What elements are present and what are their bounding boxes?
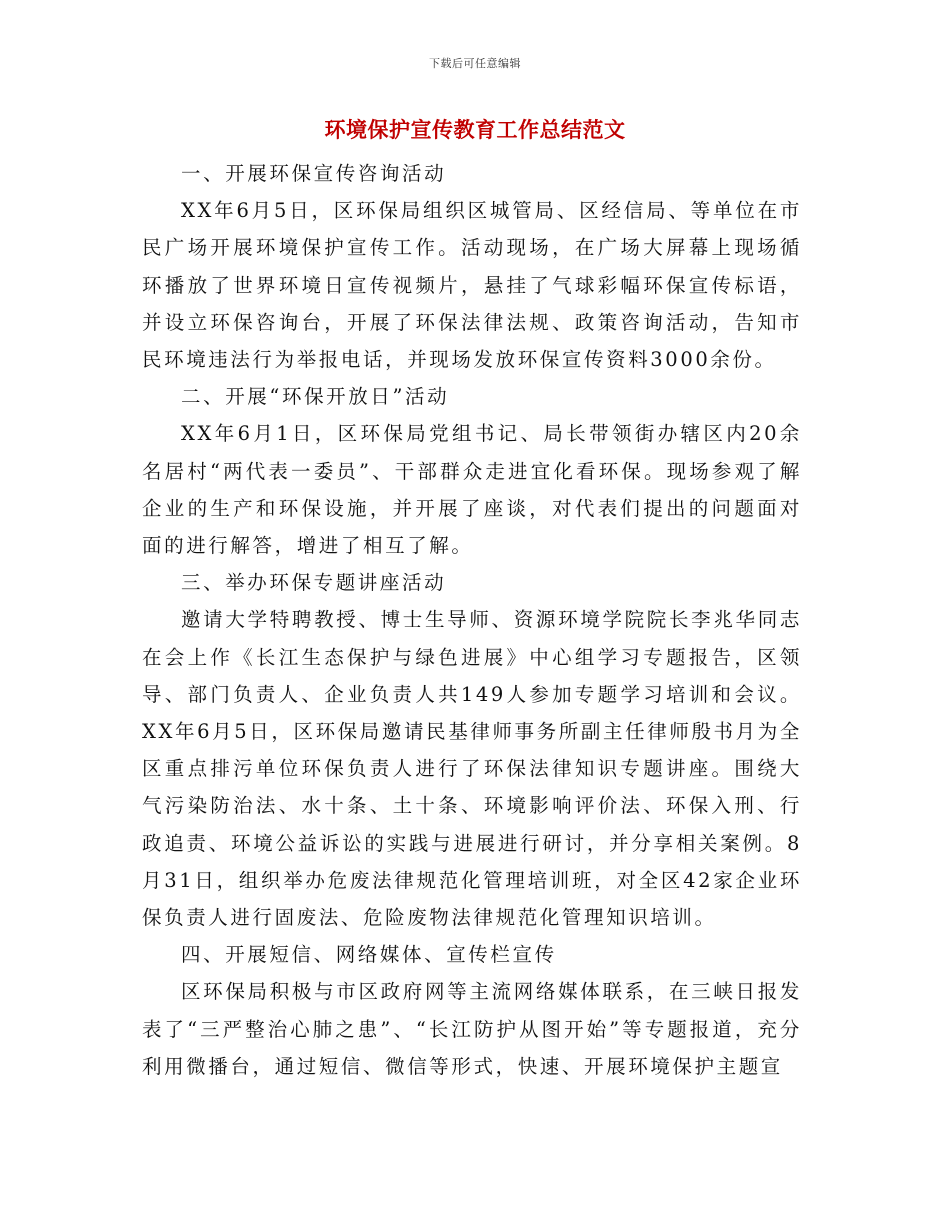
section-paragraph-4: 区环保局积极与市区政府网等主流网络媒体联系，在三峡日报发表了“三严整治心肺之患”、“长江防护从图开始”等专题报道，充分利用微播台，通过短信、微信等形式，快速、开展环境保护主题宣 bbox=[142, 980, 802, 1078]
header-note: 下载后可任意编辑 bbox=[429, 57, 521, 70]
document-body bbox=[142, 155, 802, 1085]
section-heading-3: 三、举办环保专题讲座活动 bbox=[181, 571, 447, 595]
section-heading-1: 一、开展环保宣传咨询活动 bbox=[181, 162, 447, 185]
section-paragraph-2: XX年6月1日，区环保局党组书记、局长带领街办辖区内20余名居村“两代表一委员”、干部群众走进宜化看环保。现场参观了解企业的生产和环保设施，并开展了座谈，对代表们提出的问题面对面的进行解答，增进了相互了解。 bbox=[142, 422, 802, 558]
section-heading-4: 四、开展短信、网络媒体、宣传栏宣传 bbox=[181, 943, 557, 967]
section-paragraph-1: XX年6月5日，区环保局组织区城管局、区经信局、等单位在市民广场开展环境保护宣传工作。活动现场，在广场大屏幕上现场循环播放了世界环境日宣传视频片，悬挂了气球彩幅环保宣传标语，并设立环保咨询台，开展了环保法律法规、政策咨询活动，告知市民环境违法行为举报电话，并现场发放环保宣传资料3000余份。 bbox=[142, 199, 802, 372]
section-paragraph-3: 邀请大学特聘教授、博士生导师、资源环境学院院长李兆华同志在会上作《长江生态保护与绿色进展》中心组学习专题报告，区领导、部门负责人、企业负责人共149人参加专题学习培训和会议。XX年6月5日，区环保局邀请民基律师事务所副主任律师殷书月为全区重点排污单位环保负责人进行了环保法律知识专题讲座。围绕大气污染防治法、水十条、土十条、环境影响评价法、环保入刑、行政追责、环境公益诉讼的实践与进展进行研讨，并分享相关案例。8月31日，组织举办危废法律规范化管理培训班，对全区42家企业环保负责人进行固废法、危险废物法律规范化管理知识培训。 bbox=[142, 608, 802, 930]
section-heading-2: 二、开展“环保开放日”活动 bbox=[181, 385, 450, 409]
document-title: 环境保护宣传教育工作总结范文 bbox=[324, 117, 626, 142]
